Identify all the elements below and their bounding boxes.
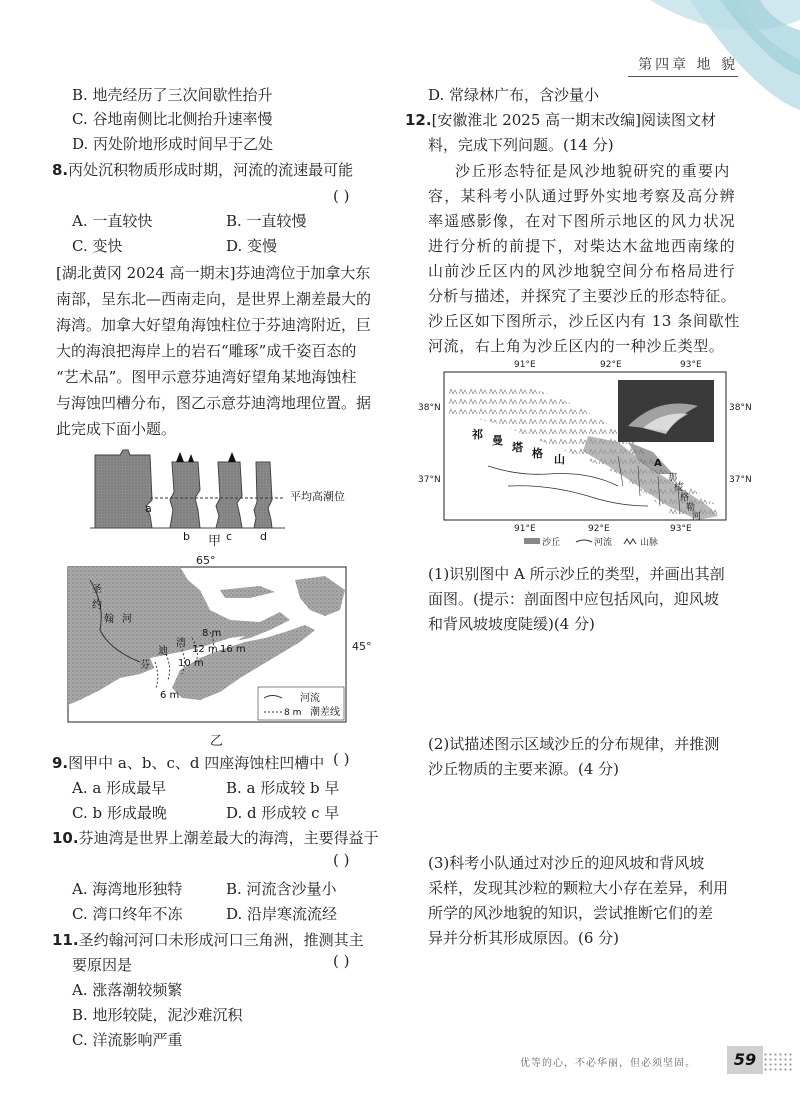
q12-intro-line2: 料，完成下列问题。(14 分) <box>428 136 614 154</box>
place-label: 格 <box>680 493 690 503</box>
lat-label: 45° <box>352 640 372 653</box>
place-label: 勒 <box>686 503 696 513</box>
q11-option-c: C. 洋流影响严重 <box>72 1031 183 1049</box>
lon-top: 91°E <box>514 360 536 370</box>
figure-yi-map <box>60 550 380 725</box>
q10-text: 芬迪湾是世界上潮差最大的海湾，主要得益于 <box>78 829 379 847</box>
q12-sub3-line: (3)科考小队通过对沙丘的迎风坡和背风坡 <box>428 854 705 872</box>
place-label: 塔 <box>512 441 523 454</box>
tide-value: 8 m <box>202 628 222 639</box>
place-label: 湾 <box>176 638 186 649</box>
q12-para-line: 进行分析的前提下，对柴达木盆地西南缘的 <box>428 237 736 255</box>
q12-sub3-line: 所学的风沙地貌的知识，尝试推断它们的差 <box>428 904 714 922</box>
q12-intro-line1 <box>405 107 716 133</box>
q10-number: 10. <box>52 829 79 847</box>
q7-option-b: B. 地壳经历了三次间歇性抬升 <box>72 86 273 104</box>
footer-dots <box>763 1052 793 1072</box>
place-label: 圣 <box>92 584 102 595</box>
q12-sub1-line: 面图。(提示：剖面图中应包括风向，迎风坡 <box>428 590 719 608</box>
stack-c <box>216 462 242 528</box>
figure-qaidam-map <box>418 356 753 548</box>
q10-stem <box>52 825 379 851</box>
lon-top: 93°E <box>680 360 702 370</box>
place-label: 翰 <box>104 614 114 625</box>
q12-sub3-line: 异并分析其形成原因。(6 分) <box>428 929 620 947</box>
label-a: a <box>145 502 152 515</box>
legend-mountain-symbol <box>624 539 636 544</box>
legend-river-symbol <box>576 540 592 542</box>
q10-option-b: B. 河流含沙量小 <box>226 880 337 898</box>
page-number: 59 <box>727 1046 763 1074</box>
place-label: 祁 <box>472 428 483 441</box>
legend-tide: 潮差线 <box>310 707 340 718</box>
q11-option-b: B. 地形较陡，泥沙难沉积 <box>72 1006 243 1024</box>
q9-option-b: B. a 形成较 b 早 <box>226 779 340 797</box>
lon-top: 92°E <box>600 360 622 370</box>
figure-jia-sea-stacks <box>90 440 380 540</box>
stack-d <box>254 462 272 528</box>
q12-para-line: 容，某科考小队通过野外实地考察及高分辨 <box>428 187 736 205</box>
q8-number: 8. <box>52 161 69 179</box>
q7-option-d: D. 丙处阶地形成时间早于乙处 <box>72 135 274 153</box>
q9-option-c: C. b 形成最晚 <box>72 804 167 822</box>
place-label: 山 <box>554 453 565 466</box>
place-label: 约 <box>92 600 102 611</box>
q8-option-d: D. 变慢 <box>226 237 278 255</box>
legend-dune-symbol <box>524 538 540 544</box>
lat-left: 37°N <box>418 475 441 485</box>
q11-stem-cont: 要原因是 <box>72 956 133 974</box>
legend-dune: 沙丘 <box>542 538 561 548</box>
q9-option-d: D. d 形成较 c 早 <box>226 804 340 822</box>
q9-number: 9. <box>52 754 69 772</box>
q12-para-line: 沙丘区如下图所示，沙丘区内有 13 条间歇性 <box>428 312 740 330</box>
q11-number: 11. <box>52 931 79 949</box>
lat-right: 38°N <box>729 403 752 413</box>
passage-line: 南部，呈东北—西南走向，是世界上潮差最大的 <box>56 290 372 308</box>
passage-line: 此完成下面小题。 <box>56 420 177 438</box>
place-label: 河 <box>692 512 702 522</box>
tide-label: 平均高潮位 <box>290 490 345 503</box>
legend-river: 河流 <box>300 693 320 704</box>
q12-sub2-line: 沙丘物质的主要来源。(4 分) <box>428 760 620 778</box>
q10-option-a: A. 海湾地形独特 <box>72 880 183 898</box>
place-label: 迪 <box>158 646 168 657</box>
legend-mountain: 山脉 <box>640 538 659 548</box>
q8-option-c: C. 变快 <box>72 237 123 255</box>
passage-line: 大的海浪把海岸上的岩石“雕琢”成千姿百态的 <box>56 342 357 360</box>
q8-option-a: A. 一直较快 <box>72 212 153 230</box>
q10-option-c: C. 湾口终年不冻 <box>72 905 183 923</box>
q12-para-line: 河流，右上角为沙丘区内的一种沙丘类型。 <box>428 337 725 355</box>
q9-stem <box>52 750 324 776</box>
tide-value: 10 m <box>178 658 204 669</box>
footer-motto: 优等的心，不必华丽，但必须坚固。 <box>520 1058 696 1069</box>
q11-option-d: D. 常绿林广布，含沙量小 <box>428 86 600 104</box>
figure-jia-caption: 甲 <box>208 534 222 549</box>
cliff <box>95 450 152 528</box>
lon-bottom: 92°E <box>588 524 610 534</box>
label-a: A <box>654 458 662 469</box>
q12-para-line: 率遥感影像，在对下图所示地区的风力状况 <box>428 212 736 230</box>
q10-option-d: D. 沿岸寒流流经 <box>226 905 338 923</box>
q11-answer-paren: ( ) <box>333 952 350 970</box>
place-label: 曼 <box>492 434 503 447</box>
q11-option-a: A. 涨落潮较频繁 <box>72 981 183 999</box>
legend-river: 河流 <box>594 538 613 548</box>
tide-value: 12 m <box>192 644 218 655</box>
q8-answer-paren: ( ) <box>333 187 350 205</box>
place-label: 河 <box>122 614 132 625</box>
place-label: 格 <box>532 447 543 460</box>
lon-bottom: 91°E <box>514 524 536 534</box>
q12-sub2-line: (2)试描述图示区域沙丘的分布规律，并推测 <box>428 735 720 753</box>
q12-para-line: 分析与描述，并探究了主要沙丘的形态特征。 <box>428 287 737 305</box>
lat-left: 38°N <box>418 403 441 413</box>
tide-value: 16 m <box>220 644 246 655</box>
stack-top <box>176 452 184 462</box>
q12-intro: [安徽淮北 2025 高一期末改编]阅读图文材 <box>431 111 716 129</box>
label-c: c <box>226 530 233 540</box>
label-d: d <box>260 530 267 540</box>
q8-text: 丙处沉积物质形成时期，河流的流速最可能 <box>68 161 354 179</box>
q12-sub3-line: 采样，发现其沙粒的颗粒大小存在差异，利用 <box>428 879 729 897</box>
passage-line: 海湾。加拿大好望角海蚀柱位于芬迪湾附近，巨 <box>56 316 372 334</box>
legend-tide-value: 8 m <box>284 708 302 718</box>
header-rule <box>628 76 738 77</box>
tide-value: 6 m <box>160 690 180 701</box>
q12-para-line: 沙丘形态特征是风沙地貌研究的重要内 <box>455 162 731 180</box>
q12-sub1-line: 和背风坡坡度陡缓)(4 分) <box>428 615 595 633</box>
passage-line: [湖北黄冈 2024 高一期末]芬迪湾位于加拿大东 <box>56 264 371 282</box>
lon-bottom: 93°E <box>670 524 692 534</box>
stack-top <box>188 454 194 462</box>
passage-line: 与海蚀凹槽分布，图乙示意芬迪湾地理位置。据 <box>56 394 372 412</box>
place-label: 棱 <box>674 483 684 493</box>
q11-text: 圣约翰河河口未形成河口三角洲，推测其主 <box>78 931 364 949</box>
figure-yi-caption: 乙 <box>210 734 224 749</box>
place-label: 那 <box>668 473 678 483</box>
q9-answer-paren: ( ) <box>333 750 350 768</box>
place-label: 芬 <box>140 660 150 671</box>
stack-top <box>228 452 236 462</box>
stack-b <box>170 462 200 528</box>
chapter-header: 第四章 地 貌 <box>638 57 738 73</box>
q8-option-b: B. 一直较慢 <box>226 212 307 230</box>
q9-text: 图甲中 a、b、c、d 四座海蚀柱凹槽中 <box>68 754 325 772</box>
q8-stem <box>52 157 353 183</box>
q11-stem <box>52 927 364 953</box>
q10-answer-paren: ( ) <box>333 851 350 869</box>
lat-right: 37°N <box>729 475 752 485</box>
q12-number: 12. <box>405 111 432 129</box>
q12-sub1-line: (1)识别图中 A 所示沙丘的类型，并画出其剖 <box>428 565 725 583</box>
q9-option-a: A. a 形成最早 <box>72 779 167 797</box>
label-b: b <box>183 530 190 540</box>
q7-option-c: C. 谷地南侧比北侧抬升速率慢 <box>72 110 273 128</box>
passage-line: “艺术品”。图甲示意芬迪湾好望角某地海蚀柱 <box>56 368 357 386</box>
lon-label: 65° <box>196 554 216 567</box>
q12-para-line: 山前沙丘区内的风沙地貌空间分布格局进行 <box>428 262 736 280</box>
